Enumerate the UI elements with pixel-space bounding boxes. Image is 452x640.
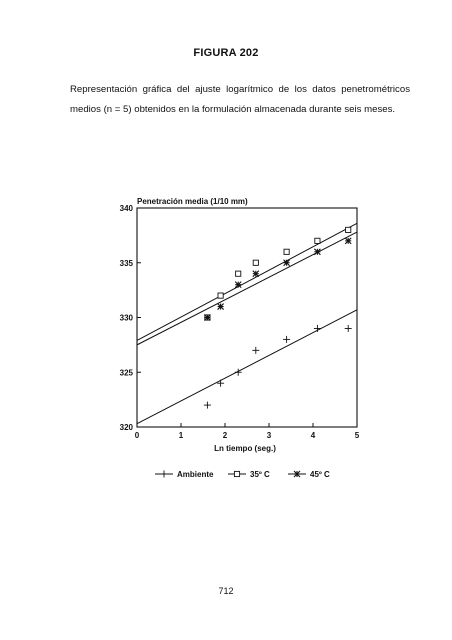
data-point-plus — [217, 380, 224, 387]
data-point-plus — [283, 336, 290, 343]
data-point-square — [315, 238, 320, 243]
y-tick-label: 330 — [119, 313, 133, 323]
legend-marker-plus — [161, 471, 168, 478]
data-point-asterisk — [253, 271, 259, 277]
x-tick-label: 1 — [178, 431, 184, 440]
x-tick-label: 5 — [354, 431, 360, 440]
y-axis-label: Penetración media (1/10 mm) — [137, 197, 248, 206]
data-point-square — [218, 293, 223, 298]
legend-label: 45º C — [310, 470, 330, 479]
y-tick-label: 340 — [119, 204, 133, 213]
fit-line-1 — [137, 310, 357, 424]
data-point-square — [236, 271, 241, 276]
data-point-square — [284, 249, 289, 254]
data-point-asterisk — [345, 238, 351, 244]
data-point-square — [346, 227, 351, 232]
data-point-asterisk — [284, 260, 290, 266]
legend-label: Ambiente — [177, 470, 214, 479]
figure-caption: Representación gráfica del ajuste logarítmico de los datos penetrométricos medios (n = 5) obtenidos en la formulación almacenada durante seis meses. — [70, 84, 410, 115]
data-point-plus — [204, 402, 211, 409]
data-point-plus — [314, 325, 321, 332]
figure-label: FIGURA 202 — [193, 47, 259, 59]
x-axis-label: Ln tiempo (seg.) — [214, 444, 276, 453]
y-tick-label: 335 — [119, 258, 133, 268]
data-point-asterisk — [218, 304, 224, 310]
legend-marker-asterisk — [294, 471, 300, 477]
fit-line-3 — [137, 232, 357, 345]
x-tick-label: 4 — [310, 431, 316, 440]
y-tick-label: 320 — [119, 423, 133, 432]
legend-label: 35º C — [250, 470, 270, 479]
x-tick-label: 3 — [266, 431, 272, 440]
data-point-plus — [252, 347, 259, 354]
data-point-plus — [345, 325, 352, 332]
x-tick-label: 2 — [222, 431, 228, 440]
chart-legend — [155, 470, 330, 479]
x-tick-label: 0 — [134, 431, 140, 440]
legend-marker-square — [234, 471, 239, 476]
y-tick-label: 325 — [119, 368, 133, 378]
fit-line-2 — [137, 223, 357, 340]
data-point-asterisk — [204, 315, 210, 321]
data-point-square — [253, 260, 258, 265]
data-point-asterisk — [314, 249, 320, 255]
data-point-asterisk — [235, 282, 241, 288]
page-number: 712 — [218, 586, 234, 596]
